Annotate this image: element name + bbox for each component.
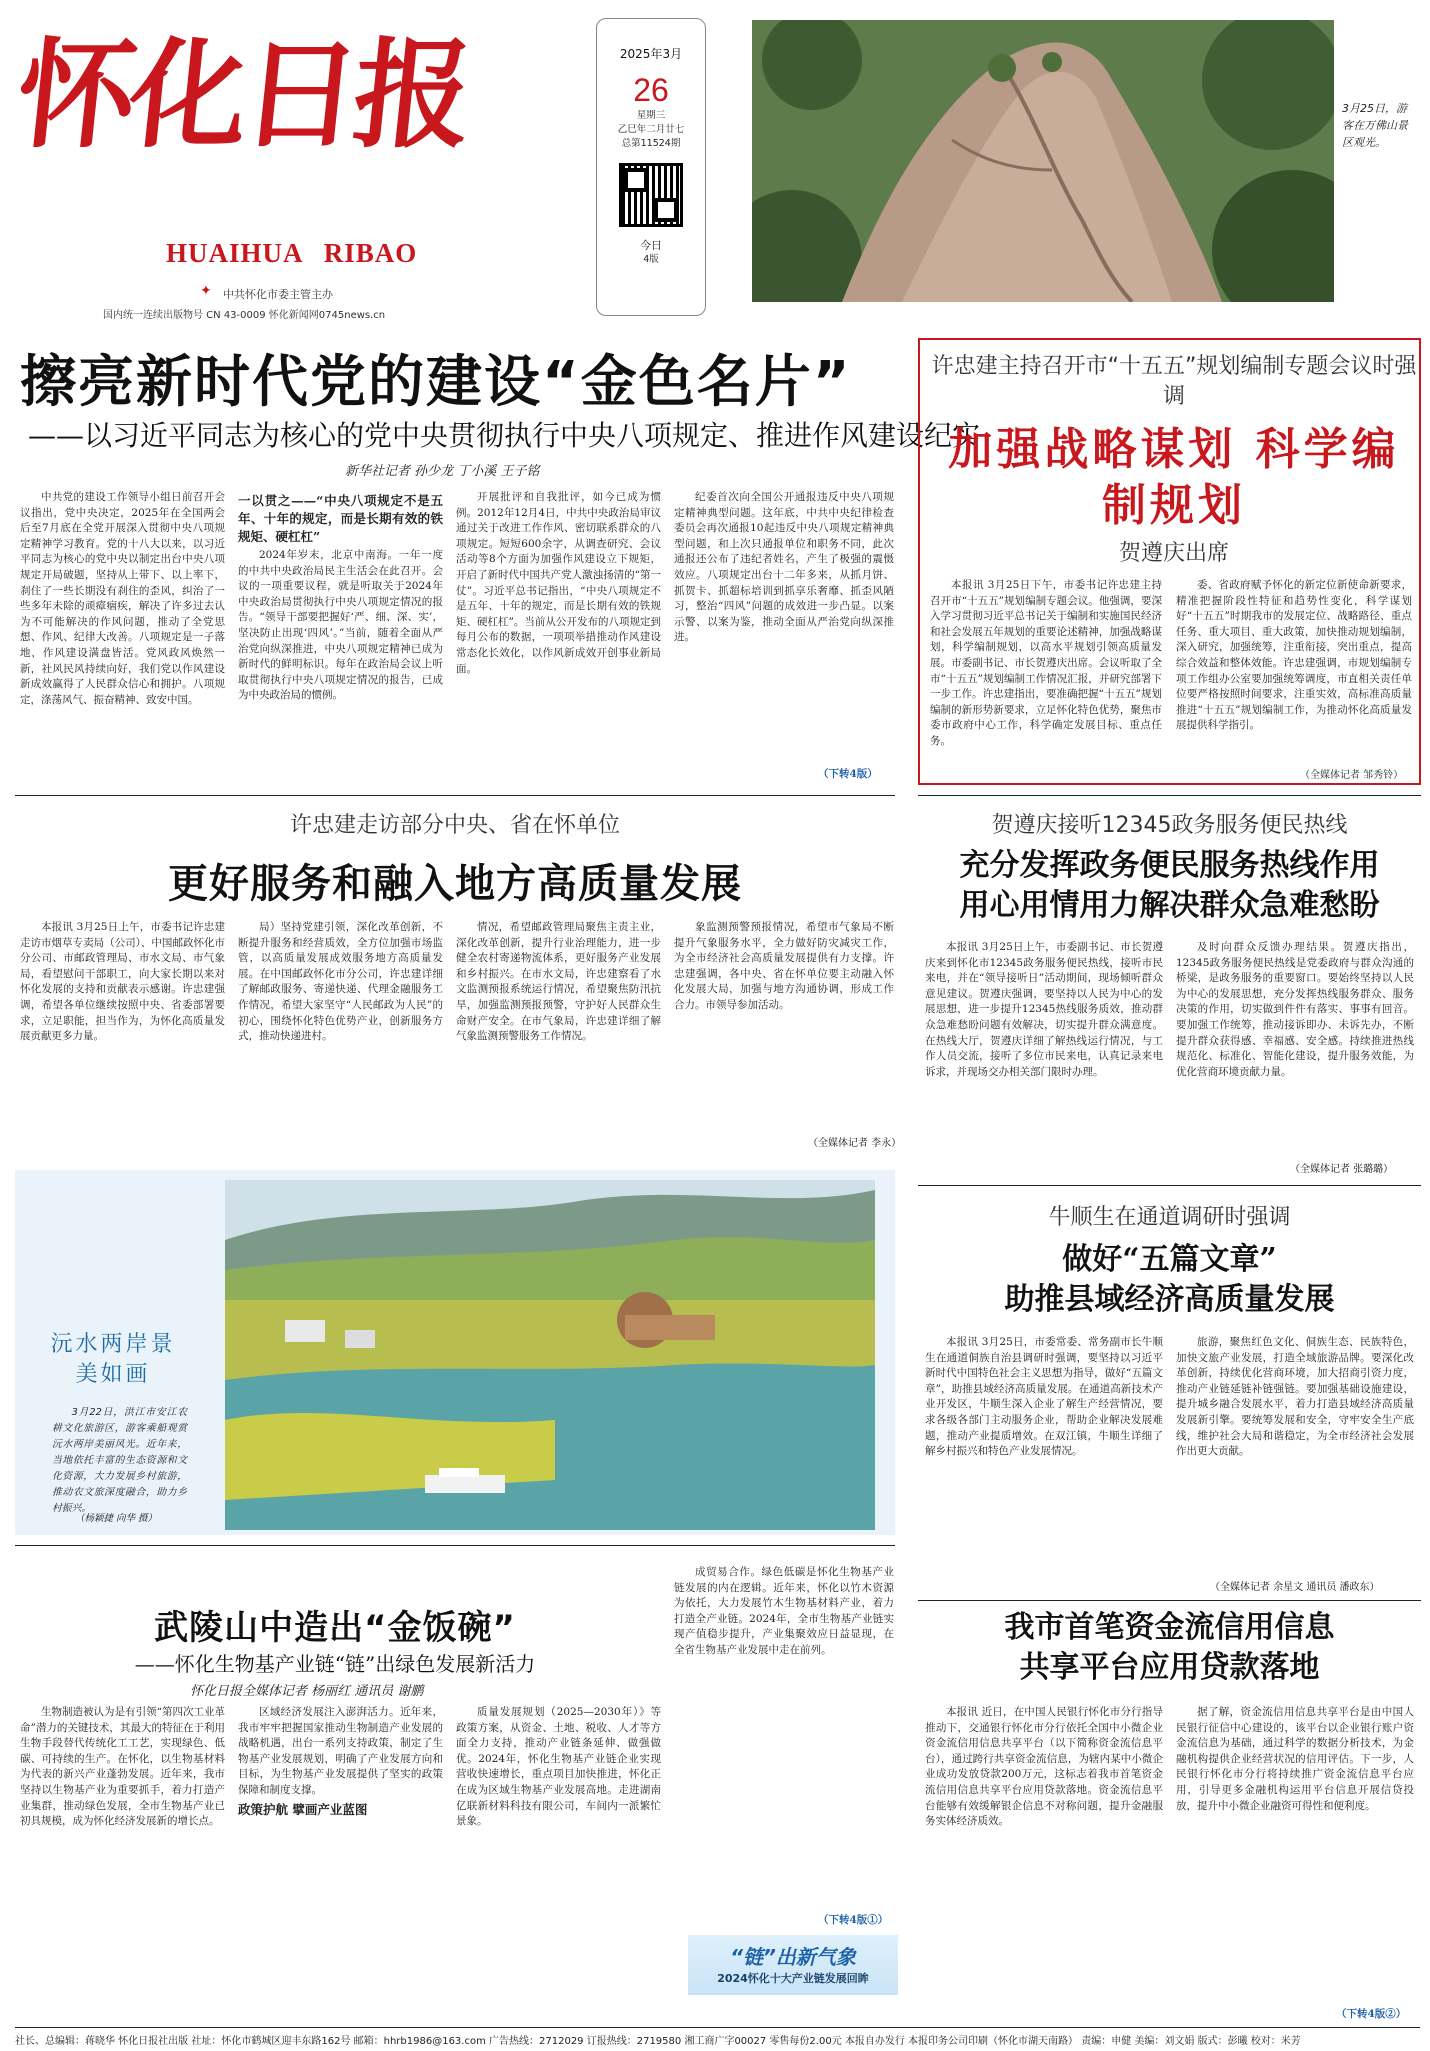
date-issue: 总第11524期 xyxy=(621,138,681,149)
visit-column-2: 局）坚持党建引领，深化改革创新，不断提升服务和经营质效，全方位加强市场监管，以高质量发展成效服务地方高质量发展。在中国邮政怀化市分公司，许忠建详细了解邮政服务、寄递快递、代理金融服务工作情况，希望大家坚守“人民邮政为人民”的初心，围绕怀化特色优势产业，创新服务方式，推动快递进村。 xyxy=(238,921,443,1043)
divider xyxy=(918,1600,1421,1601)
masthead-sponsor: 中共怀化市委主管主办 xyxy=(223,288,333,301)
divider xyxy=(918,795,1421,796)
county-headline-1[interactable]: 做好“五篇文章” xyxy=(1062,1242,1277,1277)
lead-column-4: 纪委首次向全国公开通报违反中央八项规定精神典型问题。这年底，中共中央纪律检查委员会再次通报10起违反中央八项规定精神典型问题，和上次只通报单位和职务不同，此次通报还公布了违纪者姓名，产生了极强的震慑效应。八项规定出台十二年多来，从抓月饼、抓贺卡、抓超标培训到抓享乐奢靡、抓歪风陋习，整治“四风”问题的成效进一步凸显。以案示警、以案为鉴，推动全面从严治党向纵深推进。 xyxy=(674,491,894,644)
hotline-column-1: 本报讯 3月25日上午，市委副书记、市长贺遵庆来到怀化市12345政务服务便民热线，接听市民来电，并在“领导接听日”活动期间，现场倾听群众意见建议。贺遵庆强调，要坚持以人民为中心的发展思想，进一步提升12345热线服务质效，推动群众急难愁盼问题有效解决，切实提升群众满意度。在热线大厅，贺遵庆详细了解热线运行情况，与工作人员交流，接听了多位市民来电，认真记录来电诉求，并现场交办相关部门限时办理。 xyxy=(925,941,1163,1078)
hotline-byline: （全媒体记者 张璐璐） xyxy=(1290,1164,1394,1175)
lead-column-2: 一以贯之——“中央八项规定不是五年、十年的规定，而是长期有效的铁规矩、硬杠杠” 2024年岁末，北京中南海。一年一度的中共中央政治局民主生活会在此召开。会议的一项重要议程，就是听取关于2024年中央政治局贯彻执行中央八项规定情况的报告。“领导干部要把握好‘严、细、深、实’，坚决防止出现‘四风’。”当前，随着全面从严治党向纵深推进，中央八项规定精神已成为新时代的鲜明标识。每年在政治局会议上听取贯彻执行中央八项规定情况的报告，已成为中央政治局的惯例。 xyxy=(238,493,443,702)
party-emblem-icon: ✦ xyxy=(200,283,212,299)
hotline-headline-1[interactable]: 充分发挥政务便民服务热线作用 xyxy=(959,848,1380,883)
hotline-headline-2[interactable]: 用心用情用力解决群众急难愁盼 xyxy=(959,888,1380,923)
pages-label: 今日 xyxy=(640,239,662,252)
visit-headline[interactable]: 更好服务和融入地方高质量发展 xyxy=(168,861,742,907)
finance-headline-2[interactable]: 共享平台应用贷款落地 xyxy=(1019,1650,1320,1685)
meeting-column-1: 本报讯 3月25日下午，市委书记许忠建主持召开市“十五五”规划编制专题会议。他强调，要深入学习贯彻习近平总书记关于编制和实施国民经济和社会发展五年规划的重要论述精神，加强战略谋划，科学编制规划，以高水平规划引领高质量发展。市委副书记、市长贺遵庆出席。会议听取了全市“十五五”规划编制工作情况汇报，并研究部署下一步工作。许忠建指出，要准确把握“十五五”规划编制的新形势新要求，立足怀化特色优势，聚焦市委市政府中心工作，科学确定发展目标、重点任务。 xyxy=(930,579,1162,747)
county-headline-2[interactable]: 助推县域经济高质量发展 xyxy=(1004,1282,1335,1317)
date-year-month: 2025年3月 xyxy=(619,47,683,61)
meeting-headline[interactable]: 加强战略谋划 科学编制规划 xyxy=(948,424,1400,531)
bio-continued-link[interactable]: （下转4版①） xyxy=(818,1914,889,1926)
lead-continued-link[interactable]: （下转4版） xyxy=(818,768,878,780)
lead-byline: 新华社记者 孙少龙 丁小溪 王子铭 xyxy=(345,464,540,479)
qr-code-icon[interactable] xyxy=(619,163,683,227)
masthead-pinyin: HUAIHUA RIBAO xyxy=(166,238,418,268)
finance-column-2: 据了解，资金流信用信息共享平台是由中国人民银行征信中心建设的，该平台以企业银行账户资金流信息为基础，通过科学的数据分析技术，为金融机构提供企业经营状况的信用评估。下一步，人民银行怀化市分行将持续推广资金流信息平台应用，引导更多金融机构运用平台信息开展信贷投放，提升中小微企业融资可得性和便利度。 xyxy=(1176,1706,1414,1812)
bio-headline[interactable]: 武陵山中造出“金饭碗” xyxy=(154,1608,516,1648)
newspaper-logo: 怀化日报 xyxy=(10,25,474,164)
divider xyxy=(15,795,895,796)
date-box xyxy=(596,18,706,316)
bio-column-1: 生物制造被认为是有引领“第四次工业革命”潜力的关键技术，其最大的特征在于利用生物手段替代传统化工工艺，实现绿色、低碳、可持续的生产。在怀化，以生物基材料为代表的新兴产业蓬勃发展。近年来，我市坚持以生物基产业为重要抓手，着力打造产业集群，推动绿色发展，全市生物基产业已初具规模，成为怀化经济发展新的增长点。 xyxy=(20,1706,225,1828)
divider xyxy=(15,1545,895,1546)
county-kicker: 牛顺生在通道调研时强调 xyxy=(1048,1205,1291,1230)
meeting-byline: （全媒体记者 邹秀铃） xyxy=(1300,770,1404,781)
finance-headline-1[interactable]: 我市首笔资金流信用信息 xyxy=(1004,1610,1335,1645)
badge-subtitle: 2024怀化十大产业链发展回眸 xyxy=(717,1972,869,1985)
top-photo-caption: 3月25日，游客在万佛山景区观光。 xyxy=(1342,102,1408,149)
meeting-column-2: 委、省政府赋予怀化的新定位新使命新要求，精准把握阶段性特征和趋势性变化，科学谋划好“十五五”时期我市的发展定位、战略路径、重点任务、重大项目、重大政策，加快推动规划编制，深入研究，加强统筹，注重衔接，突出重点，提高综合效益和整体效能。许忠建强调，市规划编制专项工作组办公室要加强统筹调度，市直相关责任单位要严格按照时间要求，注重实效，高标准高质量推进“十五五”规划编制工作，为推动怀化高质量发展提供科学指引。 xyxy=(1176,579,1412,732)
hotline-kicker: 贺遵庆接听12345政务服务便民热线 xyxy=(991,813,1348,838)
meeting-kicker: 许忠建主持召开市“十五五”规划编制专题会议时强调 xyxy=(931,354,1417,409)
finance-column-1: 本报讯 近日，在中国人民银行怀化市分行指导推动下，交通银行怀化市分行依托全国中小微企业资金流信用信息共享平台（以下简称资金流信息平台），通过跨行共享资金流信息，为辖内某中小微企业成功发放贷款200万元，这标志着我市首笔资金流信用信息共享平台应用贷款落地。资金流信息平台能够有效缓解银企信息不对称问题，提升金融服务实体经济质效。 xyxy=(925,1706,1163,1828)
lead-headline[interactable]: 擦亮新时代党的建设“金色名片” xyxy=(20,350,852,415)
bio-column-4: 成贸易合作。绿色低碳是怀化生物基产业链发展的内在逻辑。近年来，怀化以竹木资源为依托，大力发展竹木生物基材料产业，着力打造全产业链。2024年，全市生物基产业链实现产值稳步提升，产业集聚效应日益显现，在全省生物基产业发展中走在前列。 xyxy=(674,1566,894,1656)
date-weekday: 星期三 xyxy=(636,110,666,121)
badge-title: “链”出新气象 xyxy=(730,1945,856,1969)
bio-subhead: ——怀化生物基产业链“链”出绿色发展新活力 xyxy=(134,1652,536,1676)
finance-continued-link[interactable]: （下转4版②） xyxy=(1336,2008,1407,2020)
divider xyxy=(918,1185,1421,1186)
mountain-photo xyxy=(752,20,1334,302)
lead-column-1: 中共党的建设工作领导小组日前召开会议指出，党中央决定，2025年在全国两会后至7月底在全党开展深入贯彻中央八项规定精神学习教育。党的十八大以来，以习近平同志为核心的党中央以制定出台中央八项规定开局破题，坚持从上带下、以上率下，刹住了一些长期没有刹住的歪风，纠治了一些多年未除的顽瘴痼疾，解决了许多过去认为不可能解决的作风问题，推动了全党思想、作风、纪律大改善。八项规定是一子落地，作风建设满盘皆活。党风政风焕然一新，社风民风持续向好，我们党以作风建设新成效赢得了人民群众信心和拥护。八项规定，涤荡风气、振奋精神、致安中国。 xyxy=(20,491,225,706)
river-photo-byline: （杨颖捷 向华 摄） xyxy=(75,1513,158,1524)
river-photo xyxy=(225,1180,875,1530)
river-photo-caption: 3月22日，洪江市安江农耕文化旅游区，游客乘船观赏沅水两岸美丽风光。近年来，当地依托丰富的生态资源和文化资源，大力发展乡村旅游，推动农文旅深度融合，助力乡村振兴。 xyxy=(52,1407,187,1514)
visit-column-4: 象监测预警预报情况，希望市气象局不断提升气象服务水平，全力做好防灾减灾工作，为全市经济社会高质量发展提供有力支撑。许忠建强调，各中央、省在怀单位要主动融入怀化发展大局，加强与地方沟通协调，形成工作合力。市领导参加活动。 xyxy=(674,921,894,1011)
bio-column-2: 区域经济发展注入澎湃活力。近年来，我市牢牢把握国家推动生物制造产业发展的战略机遇，出台一系列支持政策，制定了生物基产业发展规划，明确了产业发展方向和目标，为生物基产业发展提供了坚实的政策保障和制度支撑。 政策护航 擘画产业蓝图 xyxy=(238,1706,443,1817)
meeting-subtitle: 贺遵庆出席 xyxy=(1118,541,1229,566)
pages-count: 4版 xyxy=(643,254,659,265)
lead-subhead: ——以习近平同志为核心的党中央贯彻执行中央八项规定、推进作风建设纪实 xyxy=(28,419,981,452)
bio-column-3: 质量发展规划（2025—2030年）》等政策方案，从资金、土地、税收、人才等方面全力支持，推动产业链条延伸、做强做优。2024年，怀化生物基产业链企业实现营收快速增长，重点项目加快推进，怀化正在成为区域生物基产业发展高地。走进湖南亿联新材料科技有限公司，车间内一派繁忙景象。 xyxy=(456,1706,661,1828)
visit-column-1: 本报讯 3月25日上午，市委书记许忠建走访市烟草专卖局（公司）、中国邮政怀化市分公司、市邮政管理局、市水文局、市气象局，看望慰问干部职工，向大家长期以来对怀化发展的支持和贡献表示感谢。许忠建强调，希望各单位继续按照中央、省委部署要求，立足职能，担当作为，为怀化高质量发展贡献更多力量。 xyxy=(20,921,225,1043)
date-lunar: 乙巳年二月廿七 xyxy=(617,124,685,135)
visit-column-3: 情况，希望邮政管理局聚焦主责主业，深化改革创新，提升行业治理能力，进一步健全农村寄递物流体系，更好服务产业发展和乡村振兴。在市水文局，许忠建察看了水文监测预报系统运行情况，希望聚焦防汛抗旱，加强监测预报预警，守护好人民群众生命财产安全。在市气象局，许忠建详细了解气象监测预警服务工作情况。 xyxy=(456,921,661,1043)
county-column-2: 旅游，聚焦红色文化、侗族生态、民族特色，加快文旅产业发展，打造全域旅游品牌。要深化改革创新，持续优化营商环境，加大招商引资力度，推动产业链延链补链强链。要加强基础设施建设，提升城乡融合发展水平，着力打造县域经济高质量发展新引擎。要统筹发展和安全，守牢安全生产底线，维护社会大局和谐稳定，为全市经济社会发展作出更大贡献。 xyxy=(1176,1336,1414,1458)
industry-chain-badge[interactable] xyxy=(688,1935,898,1995)
masthead-cn-number: 国内统一连续出版物号 CN 43-0009 怀化新闻网0745news.cn xyxy=(103,310,386,321)
county-column-1: 本报讯 3月25日，市委常委、常务副市长牛顺生在通道侗族自治县调研时强调，要坚持以习近平新时代中国特色社会主义思想为指导，做好“五篇文章”，助推县域经济高质量发展。在通道高新技术产业开发区，牛顺生深入企业了解生产经营情况，要求各级各部门主动服务企业，帮助企业解决发展难题，推动产业提质增效。在双江镇，牛顺生详细了解乡村振兴和特色产业发展情况。 xyxy=(925,1336,1163,1458)
masthead xyxy=(10,10,474,321)
lead-column-3: 开展批评和自我批评，如今已成为惯例。2012年12月4日，中共中央政治局审议通过关于改进工作作风、密切联系群众的八项规定。短短600余字，从调查研究、会议活动等8个方面为加强作风建设立下规矩，开启了新时代中国共产党人激浊扬清的“第一仗”。习近平总书记指出，“中央八项规定不是五年、十年的规定，而是长期有效的铁规矩、硬杠杠”。当前从公开发布的八项规定到每月公布的数据，一项项举措推动作风建设常态化长效化，以作风新成效开创事业新局面。 xyxy=(456,491,661,675)
date-day: 26 xyxy=(633,72,669,108)
footer-imprint: 社长、总编辑：蒋晓华 怀化日报社出版 社址：怀化市鹤城区迎丰东路162号 邮箱：hhrb1986@163.com 广告热线：2712029 订报热线：2719580 湘工商广字00027 零售每份2.00元 本报自办发行 本报印务公司印刷（怀化市湖天南路） 责编：申健 美编：刘文娟 版式：彭曦 校对：米芳 xyxy=(15,2027,1420,2047)
hotline-column-2: 及时向群众反馈办理结果。贺遵庆指出，12345政务服务便民热线是党委政府与群众沟通的桥梁，是政务服务的重要窗口。要始终坚持以人民为中心的发展思想，充分发挥热线服务群众、服务决策的作用，切实做到件件有落实、事事有回音。要加强工作统筹，推动接诉即办、未诉先办，不断提升群众获得感、幸福感、安全感。持续推进热线规范化、标准化、智能化建设，提升服务效能，为优化营商环境贡献力量。 xyxy=(1176,941,1414,1078)
bio-byline: 怀化日报全媒体记者 杨丽红 通讯员 谢鹏 xyxy=(190,1684,424,1699)
visit-byline: （全媒体记者 李永） xyxy=(808,1138,902,1149)
river-photo-title: 沅水两岸景美如画 xyxy=(50,1332,176,1387)
visit-kicker: 许忠建走访部分中央、省在怀单位 xyxy=(289,813,620,838)
county-byline: （全媒体记者 余星文 通讯员 潘政东） xyxy=(1210,1582,1380,1593)
